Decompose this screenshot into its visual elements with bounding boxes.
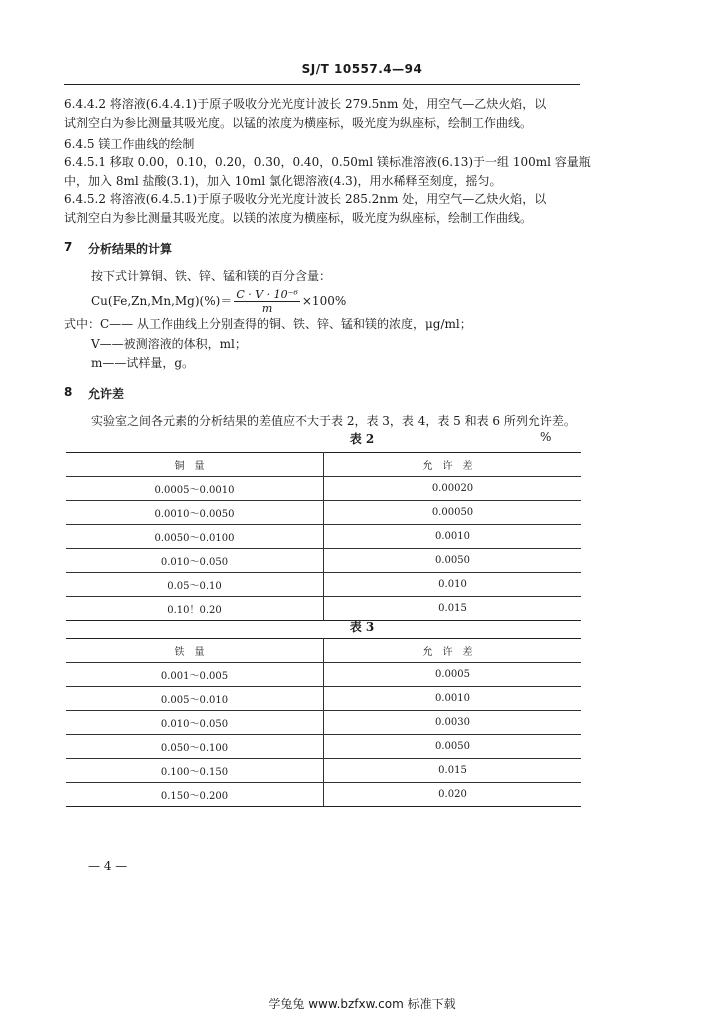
- allowance-text: 实验室之间各元素的分析结果的差值应不大于表 2，表 3，表 4，表 5 和表 6 所列允许差。: [91, 414, 576, 428]
- table-row: [66, 711, 581, 735]
- range-cell: 0.10！0.20: [66, 597, 324, 621]
- range-cell: 0.0005～0.0010: [66, 477, 324, 501]
- table3-caption: 表 3: [349, 620, 375, 634]
- range-cell: 0.005～0.010: [66, 687, 324, 711]
- tolerance-cell: 0.00050: [324, 501, 582, 525]
- para-6-4-4-2-line1: 6.4.4.2 将溶液(6.4.4.1)于原子吸收分光光度计波长 279.5nm 处，用空气—乙炔火焰，以: [64, 97, 547, 111]
- header-rule: [64, 84, 580, 85]
- tolerance-cell: 0.0010: [324, 687, 582, 711]
- tolerance-cell: 0.00020: [324, 477, 582, 501]
- table-row: [66, 477, 581, 501]
- table-3: [66, 638, 581, 807]
- table-row: [66, 573, 581, 597]
- para-6-4-5-1-line1: 6.4.5.1 移取 0.00，0.10，0.20，0.30，0.40，0.50ml 镁标准溶液(6.13)于一组 100ml 容量瓶: [64, 155, 591, 169]
- column-header-iron: 铁量: [66, 639, 324, 663]
- tolerance-cell: 0.0050: [324, 549, 582, 573]
- formula: [91, 288, 346, 315]
- formula-left: Cu(Fe,Zn,Mn,Mg)(%)＝: [91, 294, 233, 308]
- formula-right: ×100%: [301, 294, 347, 308]
- table-row: [66, 663, 581, 687]
- tolerance-cell: 0.015: [324, 597, 582, 621]
- range-cell: 0.0010～0.0050: [66, 501, 324, 525]
- table2-caption: 表 2: [349, 432, 375, 446]
- table-row: [66, 501, 581, 525]
- section-8-title: 允许差: [88, 387, 125, 401]
- tolerance-cell: 0.010: [324, 573, 582, 597]
- footer-watermark: 学兔兔 www.bzfxw.com 标准下载: [268, 997, 456, 1011]
- para-6-4-5-1-line2: 中，加入 8ml 盐酸(3.1)，加入 10ml 氯化锶溶液(4.3)，用水稀释至刻度，摇匀。: [64, 174, 502, 188]
- para-6-4-4-2-line2: 试剂空白为参比测量其吸光度。以锰的浓度为横座标，吸光度为纵座标，绘制工作曲线。: [64, 116, 533, 130]
- table-header-row: [66, 453, 581, 477]
- para-6-4-5-2-line1: 6.4.5.2 将溶液(6.4.5.1)于原子吸收分光光度计波长 285.2nm 处，用空气—乙炔火焰，以: [64, 192, 547, 206]
- tolerance-cell: 0.0005: [324, 663, 582, 687]
- table-row: [66, 549, 581, 573]
- tolerance-cell: 0.0010: [324, 525, 582, 549]
- section-7-title: 分析结果的计算: [88, 242, 173, 256]
- tolerance-cell: 0.0030: [324, 711, 582, 735]
- variable-v: V——被测溶液的体积，ml；: [91, 337, 247, 351]
- formula-fraction: [234, 288, 300, 315]
- calc-intro: 按下式计算铜、铁、锌、锰和镁的百分含量：: [91, 269, 332, 283]
- range-cell: 0.001～0.005: [66, 663, 324, 687]
- table-row: [66, 687, 581, 711]
- formula-numerator: C · V · 10⁻⁶: [236, 288, 298, 301]
- page-number: — 4 —: [88, 859, 128, 873]
- table-row: [66, 597, 581, 621]
- table-row: [66, 735, 581, 759]
- tolerance-cell: 0.0050: [324, 735, 582, 759]
- formula-denominator: m: [261, 302, 273, 315]
- document-header: SJ/T 10557.4—94: [301, 62, 423, 76]
- column-header-tolerance: 允许差: [324, 639, 582, 663]
- tolerance-cell: 0.015: [324, 759, 582, 783]
- table2-unit: %: [540, 430, 552, 444]
- table-row: [66, 759, 581, 783]
- table-header-row: [66, 639, 581, 663]
- range-cell: 0.050～0.100: [66, 735, 324, 759]
- variable-c: 式中：C—— 从工作曲线上分别查得的铜、铁、锌、锰和镁的浓度，μg/ml；: [64, 317, 472, 331]
- table-2: [66, 452, 581, 621]
- range-cell: 0.010～0.050: [66, 549, 324, 573]
- tolerance-cell: 0.020: [324, 783, 582, 807]
- column-header-copper: 铜量: [66, 453, 324, 477]
- variable-m: m——试样量，g。: [91, 356, 195, 370]
- column-header-tolerance: 允许差: [324, 453, 582, 477]
- para-6-4-5-2-line2: 试剂空白为参比测量其吸光度。以镁的浓度为横座标，吸光度为纵座标，绘制工作曲线。: [64, 211, 533, 225]
- table-row: [66, 783, 581, 807]
- range-cell: 0.05～0.10: [66, 573, 324, 597]
- range-cell: 0.0050～0.0100: [66, 525, 324, 549]
- range-cell: 0.150～0.200: [66, 783, 324, 807]
- section-7-number: 7: [64, 240, 73, 254]
- range-cell: 0.100～0.150: [66, 759, 324, 783]
- heading-6-4-5: 6.4.5 镁工作曲线的绘制: [64, 137, 195, 151]
- range-cell: 0.010～0.050: [66, 711, 324, 735]
- section-8-number: 8: [64, 385, 73, 399]
- table-row: [66, 525, 581, 549]
